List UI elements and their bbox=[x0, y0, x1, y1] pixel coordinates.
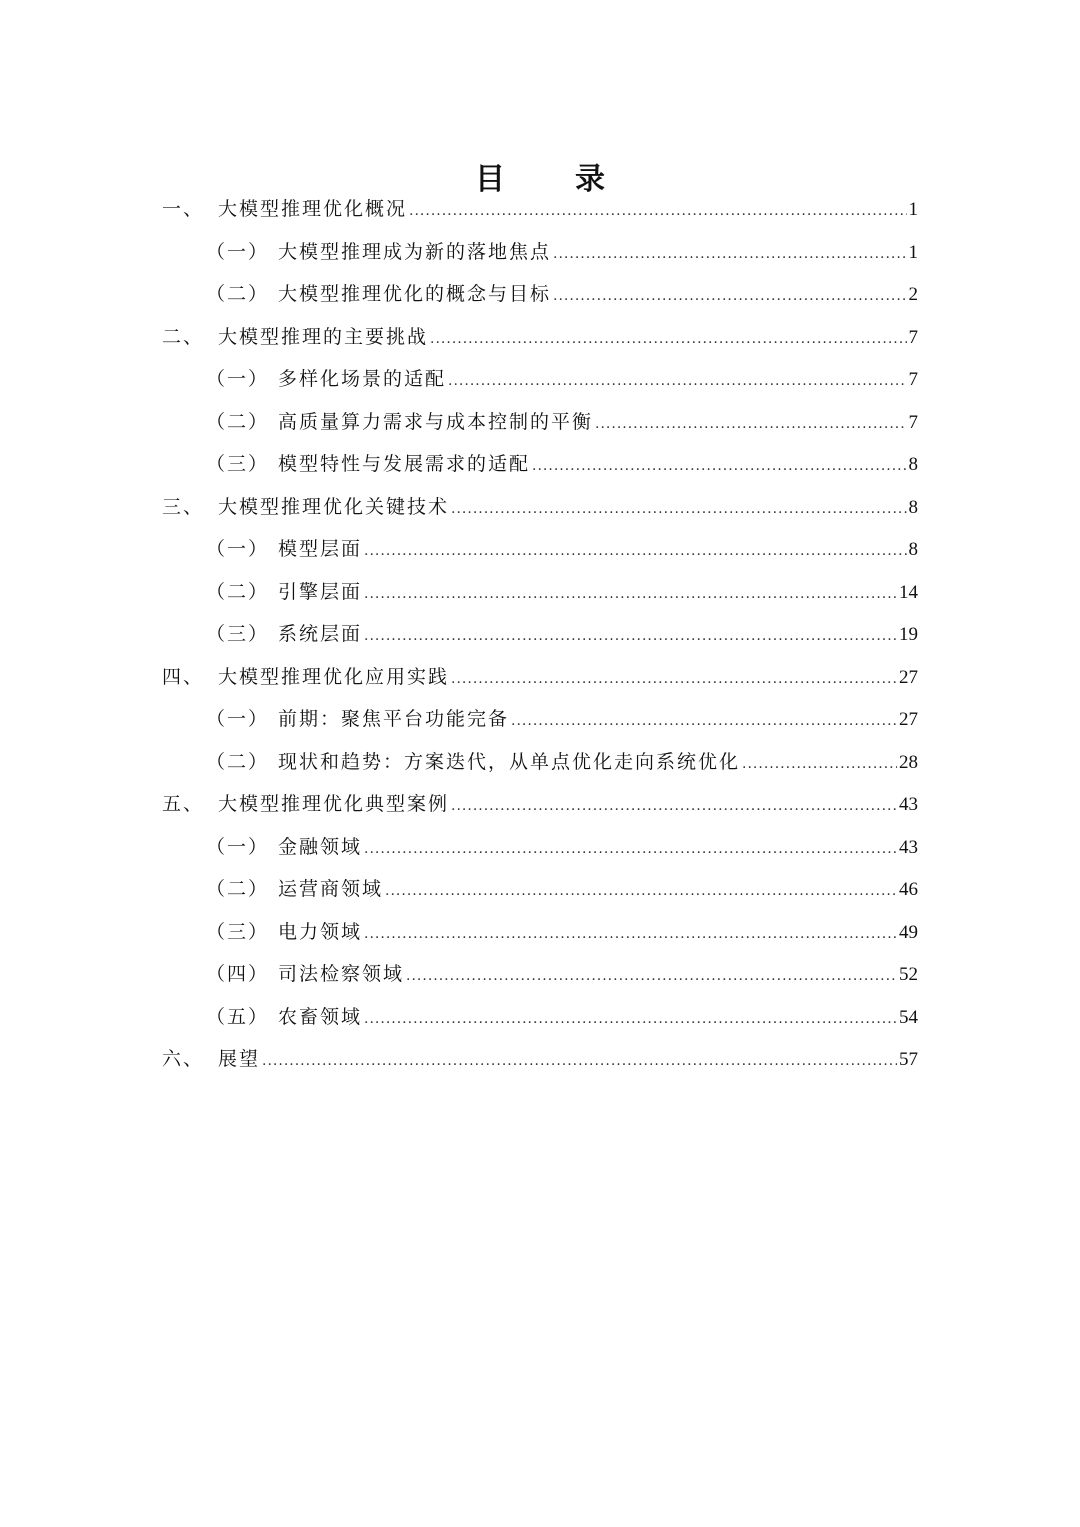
toc-entry[interactable] bbox=[162, 953, 918, 996]
toc-entry-page-number: 49 bbox=[899, 921, 918, 943]
toc-entry[interactable] bbox=[162, 698, 918, 741]
toc-entry-number: （二） bbox=[206, 878, 270, 900]
toc-entry[interactable] bbox=[162, 868, 918, 911]
toc-entry-title: 多样化场景的适配 bbox=[278, 368, 447, 390]
toc-entry[interactable] bbox=[162, 486, 918, 529]
toc-entry-number: 四、 bbox=[162, 665, 205, 688]
toc-entry[interactable] bbox=[162, 231, 918, 274]
toc-entry-page-number: 8 bbox=[908, 454, 918, 475]
toc-entry-page-number: 2 bbox=[908, 284, 918, 305]
toc-entry-page-number: 43 bbox=[899, 794, 918, 815]
dot-leader bbox=[409, 190, 906, 233]
toc-entry-number: 二、 bbox=[162, 325, 205, 348]
toc-entry-title: 大模型推理优化的概念与目标 bbox=[278, 283, 552, 305]
dot-leader bbox=[532, 445, 906, 488]
toc-entry-page-number: 19 bbox=[899, 624, 918, 645]
toc-entry-number: 一、 bbox=[162, 198, 205, 220]
toc-entry[interactable] bbox=[162, 911, 918, 954]
toc-entry-page-number: 7 bbox=[908, 411, 918, 433]
toc-entry-page-number: 28 bbox=[899, 751, 918, 773]
toc-entry[interactable] bbox=[162, 358, 918, 401]
toc-entry-number: （五） bbox=[206, 1005, 270, 1028]
dot-leader bbox=[451, 785, 897, 828]
dot-leader bbox=[511, 700, 897, 743]
toc-entry-title: 模型层面 bbox=[278, 538, 363, 560]
dot-leader bbox=[406, 955, 897, 998]
toc-entry-title: 大模型推理优化典型案例 bbox=[218, 793, 450, 815]
toc-entry-number: （一） bbox=[206, 538, 270, 560]
toc-entry-title: 大模型推理成为新的落地焦点 bbox=[278, 240, 552, 263]
toc-entry-title: 现状和趋势：方案迭代，从单点优化走向系统优化 bbox=[278, 750, 741, 773]
toc-entry-page-number: 57 bbox=[899, 1049, 918, 1070]
dot-leader bbox=[364, 615, 897, 658]
toc-entry-title: 大模型推理的主要挑战 bbox=[218, 325, 429, 348]
dot-leader bbox=[448, 360, 906, 403]
title-char-1: 目 bbox=[475, 162, 505, 198]
dot-leader bbox=[364, 913, 897, 956]
dot-leader bbox=[451, 488, 906, 531]
toc-entry-page-number: 27 bbox=[899, 666, 918, 688]
dot-leader bbox=[364, 998, 897, 1041]
toc-entry-title: 电力领域 bbox=[278, 920, 363, 943]
toc-entry-title: 系统层面 bbox=[278, 623, 363, 645]
toc-entry-title: 金融领域 bbox=[278, 835, 363, 858]
dot-leader bbox=[364, 828, 897, 871]
toc-entry-title: 司法检察领域 bbox=[278, 963, 405, 985]
toc-entry[interactable] bbox=[162, 1038, 918, 1081]
toc-entry-page-number: 43 bbox=[899, 836, 918, 858]
toc-entry-number: （四） bbox=[206, 963, 270, 985]
dot-leader bbox=[553, 275, 906, 318]
toc-entry-page-number: 8 bbox=[908, 496, 918, 518]
toc-entry-title: 大模型推理优化概况 bbox=[218, 198, 408, 220]
toc-entry-page-number: 8 bbox=[908, 539, 918, 560]
toc-entry-number: 五、 bbox=[162, 793, 205, 815]
toc-entry-page-number: 14 bbox=[899, 581, 918, 603]
toc-entry-title: 引擎层面 bbox=[278, 580, 363, 603]
toc-entry-number: （三） bbox=[206, 920, 270, 943]
table-of-contents bbox=[162, 188, 918, 1081]
toc-entry-number: （二） bbox=[206, 750, 270, 773]
toc-entry-number: （一） bbox=[206, 835, 270, 858]
dot-leader bbox=[742, 743, 897, 786]
toc-entry-title: 农畜领域 bbox=[278, 1005, 363, 1028]
toc-entry-number: （一） bbox=[206, 708, 270, 730]
dot-leader bbox=[385, 870, 897, 913]
toc-entry-number: 六、 bbox=[162, 1048, 205, 1070]
toc-entry-page-number: 52 bbox=[899, 964, 918, 985]
toc-entry-number: （二） bbox=[206, 410, 270, 433]
toc-entry-title: 高质量算力需求与成本控制的平衡 bbox=[278, 410, 594, 433]
toc-entry-title: 模型特性与发展需求的适配 bbox=[278, 453, 531, 475]
toc-entry-title: 展望 bbox=[218, 1048, 261, 1070]
toc-entry-number: （二） bbox=[206, 283, 270, 305]
dot-leader bbox=[430, 318, 906, 361]
toc-entry[interactable] bbox=[162, 316, 918, 359]
toc-entry-page-number: 46 bbox=[899, 879, 918, 900]
dot-leader bbox=[364, 530, 906, 573]
toc-entry[interactable] bbox=[162, 656, 918, 699]
toc-entry[interactable] bbox=[162, 996, 918, 1039]
toc-entry[interactable] bbox=[162, 443, 918, 486]
toc-entry[interactable] bbox=[162, 571, 918, 614]
toc-entry-number: （三） bbox=[206, 623, 270, 645]
toc-entry[interactable] bbox=[162, 273, 918, 316]
toc-entry[interactable] bbox=[162, 613, 918, 656]
toc-entry-title: 前期：聚焦平台功能完备 bbox=[278, 708, 510, 730]
toc-entry-title: 运营商领域 bbox=[278, 878, 384, 900]
toc-entry[interactable] bbox=[162, 188, 918, 231]
dot-leader bbox=[364, 573, 897, 616]
toc-entry-page-number: 1 bbox=[908, 241, 918, 263]
dot-leader bbox=[451, 658, 897, 701]
dot-leader bbox=[553, 233, 906, 276]
toc-entry-number: 三、 bbox=[162, 495, 205, 518]
toc-entry-page-number: 54 bbox=[899, 1006, 918, 1028]
toc-entry-number: （一） bbox=[206, 240, 270, 263]
toc-entry[interactable] bbox=[162, 741, 918, 784]
toc-entry[interactable] bbox=[162, 401, 918, 444]
toc-entry-title: 大模型推理优化关键技术 bbox=[218, 495, 450, 518]
dot-leader bbox=[262, 1040, 897, 1083]
toc-entry-page-number: 7 bbox=[908, 326, 918, 348]
title-char-2: 录 bbox=[575, 162, 605, 198]
toc-entry[interactable] bbox=[162, 826, 918, 869]
toc-entry[interactable] bbox=[162, 783, 918, 826]
toc-entry-page-number: 27 bbox=[899, 709, 918, 730]
dot-leader bbox=[595, 403, 906, 446]
toc-entry-page-number: 7 bbox=[908, 369, 918, 390]
toc-entry[interactable] bbox=[162, 528, 918, 571]
toc-entry-number: （三） bbox=[206, 453, 270, 475]
toc-entry-page-number: 1 bbox=[908, 199, 918, 220]
toc-entry-number: （一） bbox=[206, 368, 270, 390]
toc-entry-title: 大模型推理优化应用实践 bbox=[218, 665, 450, 688]
toc-entry-number: （二） bbox=[206, 580, 270, 603]
